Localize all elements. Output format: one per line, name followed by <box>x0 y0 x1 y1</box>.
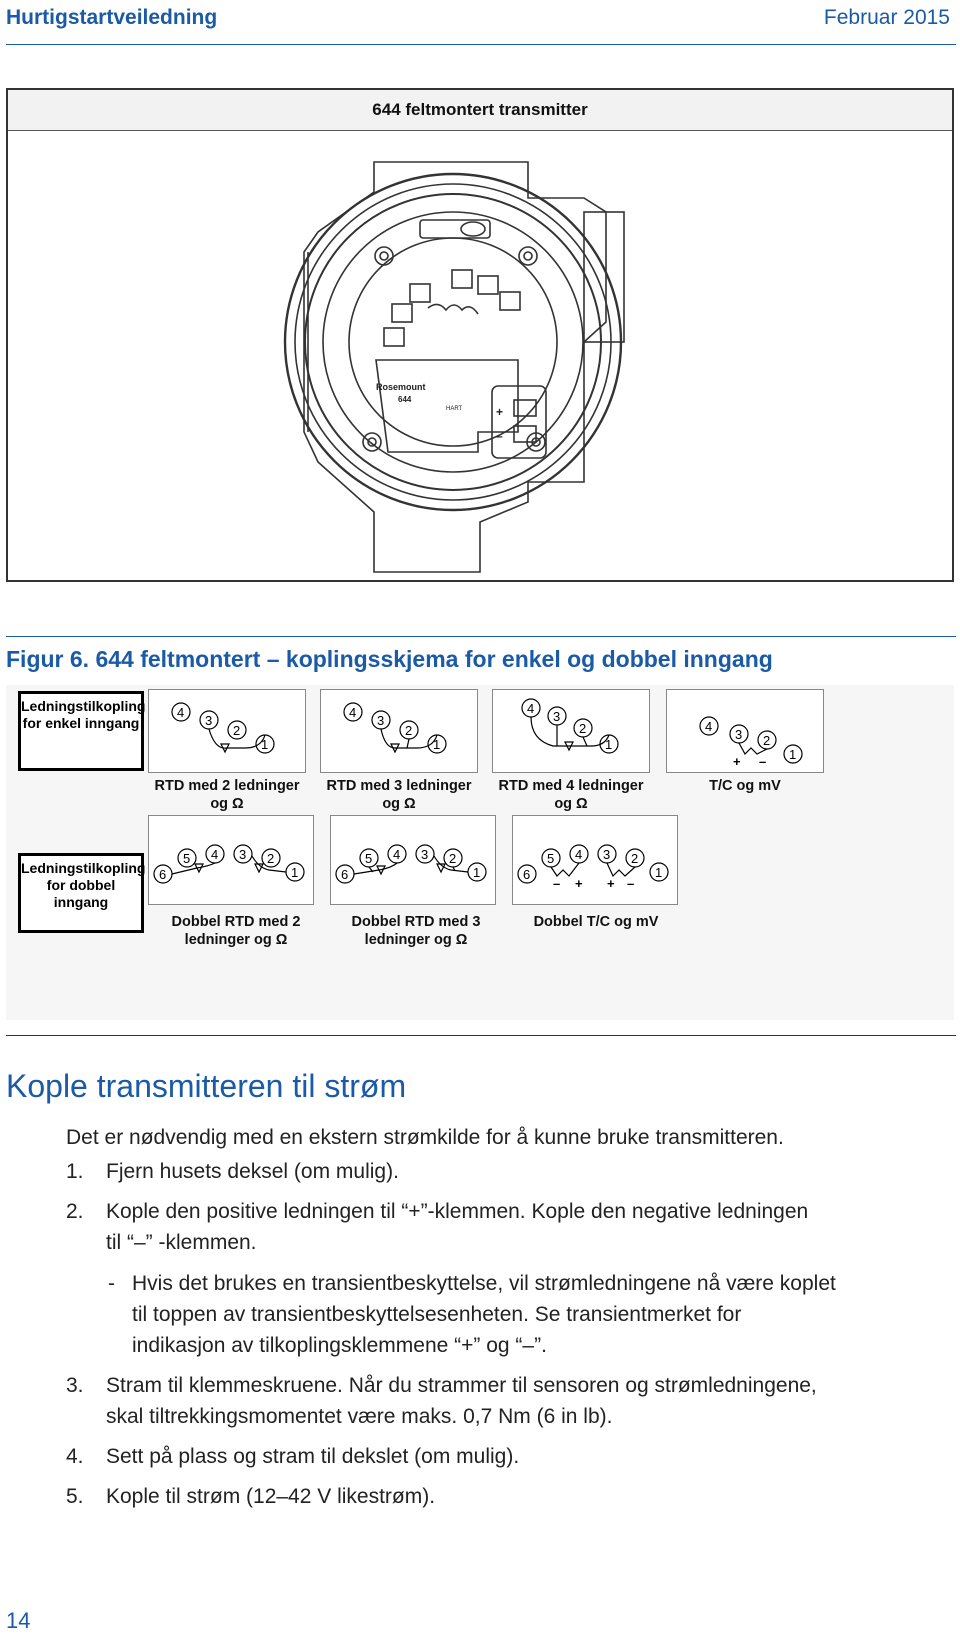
step-2-text: Kople den positive ledningen til “+”-klemmen. Kople den negative ledningen <box>106 1200 809 1223</box>
section-title: Kople transmitteren til strøm <box>6 1068 407 1104</box>
document-date: Februar 2015 <box>823 6 950 29</box>
figure-bottom-divider <box>6 1035 956 1036</box>
terminal-2: 2 <box>233 723 241 738</box>
caption-rtd-2wire: RTD med 2 ledninger og Ω <box>154 778 300 812</box>
dual-input-label: Ledningstilkopling for dobbel inngang <box>18 853 144 933</box>
terminal-6: 6 <box>159 867 167 882</box>
terminal-4: 4 <box>177 705 185 720</box>
terminal-3: 3 <box>603 847 611 862</box>
terminal-6: 6 <box>341 867 349 882</box>
transmitter-drawing <box>8 132 952 582</box>
terminal-3: 3 <box>377 713 385 728</box>
plus-sign: + <box>607 876 615 891</box>
terminal-2: 2 <box>449 851 457 866</box>
terminal-3: 3 <box>735 727 743 742</box>
sub-bullet-text-1: Hvis det brukes en transientbeskyttelse, vil strømledningene nå være koplet <box>132 1272 836 1295</box>
terminal-1: 1 <box>605 737 613 752</box>
diagram-rtd-2wire <box>148 689 306 773</box>
step-3-text-cont: skal tiltrekkingsmomentet være maks. 0,7 Nm (6 in lb). <box>106 1405 613 1428</box>
sub-bullet-text-2: til toppen av transientbeskyttelsesenheten. Se transientmerket for <box>132 1303 742 1326</box>
terminal-3: 3 <box>205 713 213 728</box>
caption-dual-rtd-2wire: Dobbel RTD med 2 ledninger og Ω <box>171 914 301 948</box>
terminal-1: 1 <box>789 747 797 762</box>
caption-tc-mv: T/C og mV <box>709 778 781 794</box>
terminal-1: 1 <box>655 865 663 880</box>
terminal-4: 4 <box>211 847 219 862</box>
terminal-4: 4 <box>393 847 401 862</box>
caption-rtd-4wire: RTD med 4 ledninger og Ω <box>498 778 644 812</box>
plus-sign: + <box>575 876 583 891</box>
terminal-5: 5 <box>183 851 191 866</box>
terminal-1: 1 <box>433 737 441 752</box>
minus-sign: – <box>627 876 635 891</box>
terminal-2: 2 <box>267 851 275 866</box>
document-title: Hurtigstartveiledning <box>6 6 218 29</box>
caption-dual-rtd-3wire: Dobbel RTD med 3 ledninger og Ω <box>351 914 481 948</box>
minus-sign: – <box>759 754 767 769</box>
terminal-1: 1 <box>291 865 299 880</box>
plus-sign: + <box>733 754 741 769</box>
step-5-text: Kople til strøm (12–42 V likestrøm). <box>106 1485 436 1508</box>
step-3-number: 3. <box>66 1374 84 1397</box>
terminal-1: 1 <box>473 865 481 880</box>
step-2-number: 2. <box>66 1200 84 1223</box>
diagram-rtd-3wire <box>320 689 478 773</box>
terminal-2: 2 <box>579 721 587 736</box>
step-3-text: Stram til klemmeskruene. Når du strammer til sensoren og strømledningene, <box>106 1374 817 1397</box>
terminal-1: 1 <box>261 737 269 752</box>
terminal-2: 2 <box>763 733 771 748</box>
device-brand-label: Rosemount <box>376 382 426 392</box>
sub-bullet-text-3: indikasjon av tilkoplingsklemmene “+” og “–”. <box>132 1334 547 1357</box>
figure-caption: Figur 6. 644 feltmontert – koplingsskjema for enkel og dobbel inngang <box>6 646 773 672</box>
terminal-4: 4 <box>527 701 535 716</box>
header-divider <box>6 44 956 45</box>
terminal-4: 4 <box>349 705 357 720</box>
intro-text: Det er nødvendig med en ekstern strømkilde for å kunne bruke transmitteren. <box>66 1126 784 1149</box>
caption-rtd-3wire: RTD med 3 ledninger og Ω <box>326 778 472 812</box>
device-minus-mark: – <box>496 429 503 443</box>
transmitter-figure-box <box>6 88 954 582</box>
sub-bullet-dash: - <box>108 1272 115 1295</box>
step-1-text: Fjern husets deksel (om mulig). <box>106 1160 399 1183</box>
diagram-rtd-4wire <box>492 689 650 773</box>
step-4-text: Sett på plass og stram til dekslet (om mulig). <box>106 1445 520 1468</box>
terminal-4: 4 <box>705 719 713 734</box>
terminal-6: 6 <box>523 867 531 882</box>
diagram-dual-tc-mv <box>512 815 678 905</box>
wiring-diagram-figure <box>6 685 954 1020</box>
device-model-label: 644 <box>398 395 412 404</box>
figure-caption-divider <box>6 636 956 637</box>
step-4-number: 4. <box>66 1445 84 1468</box>
step-5-number: 5. <box>66 1485 84 1508</box>
terminal-5: 5 <box>365 851 373 866</box>
diagram-dual-rtd-3wire <box>330 815 496 905</box>
terminal-3: 3 <box>239 847 247 862</box>
device-plus-mark: + <box>496 405 504 419</box>
terminal-4: 4 <box>575 847 583 862</box>
terminal-2: 2 <box>405 723 413 738</box>
page-number: 14 <box>6 1608 31 1633</box>
transmitter-figure-title: 644 feltmontert transmitter <box>8 90 952 131</box>
step-1-number: 1. <box>66 1160 84 1183</box>
diagram-tc-mv <box>666 689 824 773</box>
single-input-label: Ledningstilkopling for enkel inngang <box>18 691 144 771</box>
terminal-3: 3 <box>421 847 429 862</box>
terminal-5: 5 <box>547 851 555 866</box>
minus-sign: – <box>553 876 561 891</box>
hart-label: HART <box>446 406 463 412</box>
terminal-2: 2 <box>631 851 639 866</box>
caption-dual-tc-mv: Dobbel T/C og mV <box>533 914 659 930</box>
terminal-3: 3 <box>553 709 561 724</box>
step-2-text-cont: til “–” -klemmen. <box>106 1231 257 1254</box>
diagram-dual-rtd-2wire <box>148 815 314 905</box>
